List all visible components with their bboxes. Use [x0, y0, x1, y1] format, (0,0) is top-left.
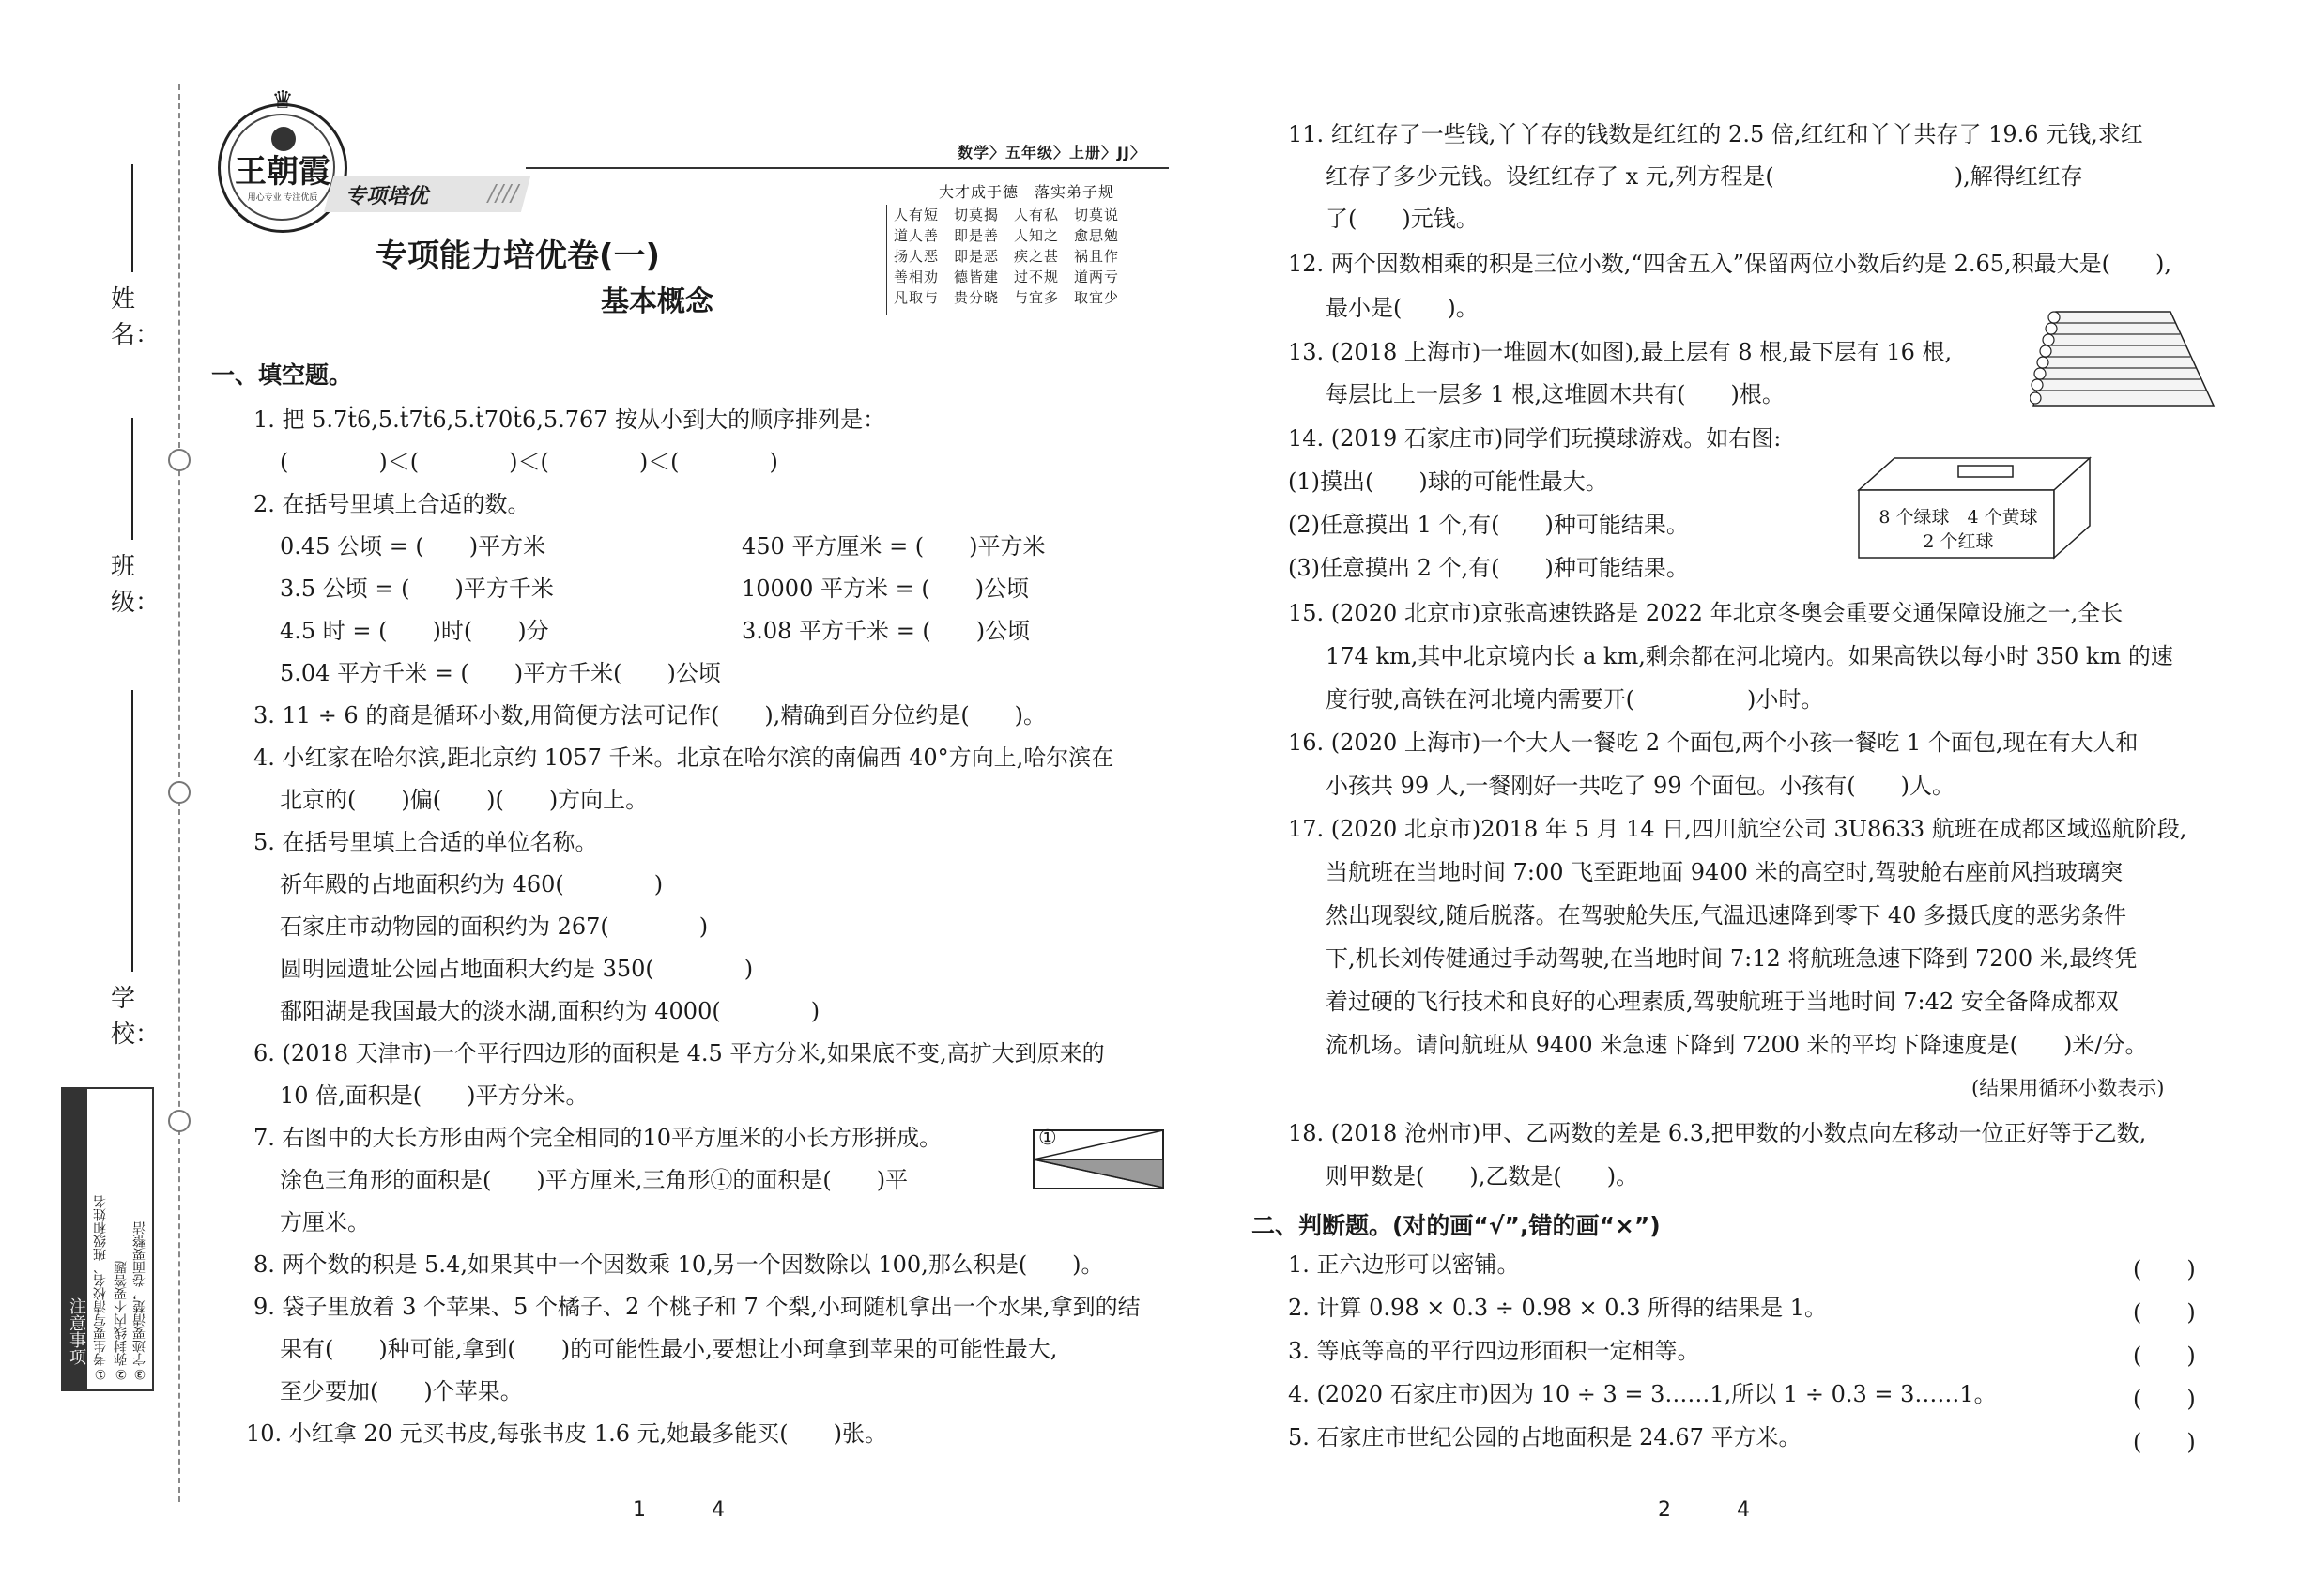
q2-text: 2. 在括号里填上合适的数。: [253, 491, 530, 517]
q7-line2: 涂色三角形的面积是( )平方厘米,三角形①的面积是( )平: [280, 1167, 909, 1193]
left-page-total: 4: [712, 1498, 725, 1522]
q6-line1: 6. (2018 天津市)一个平行四边形的面积是 4.5 平方分米,如果底不变,高扩大到原来的: [253, 1040, 1105, 1067]
section2-title: 二、判断题。(对的画“√”,错的画“×”): [1251, 1212, 1661, 1239]
q1-blanks: ( )＜( )＜( )＜( ): [280, 449, 778, 475]
q6-line2: 10 倍,面积是( )平方分米。: [280, 1082, 589, 1109]
q2-item: 0.45 公顷 = ( )平方米: [280, 533, 546, 560]
notice-2: ②弥封线内不要答题: [114, 1261, 129, 1381]
binding-hole-bottom: [168, 1110, 191, 1132]
judge-item: 1. 正六边形可以密铺。: [1288, 1251, 1520, 1278]
crown-icon: ♛: [271, 86, 294, 115]
q15-line1: 15. (2020 北京市)京张高速铁路是 2022 年北京冬奥会重要交通保障设施之一,全长: [1288, 600, 2124, 626]
brand-logo: [218, 86, 347, 233]
q14-line2: (1)摸出( )球的可能性最大。: [1288, 468, 1608, 495]
q4-line1: 4. 小红家在哈尔滨,距北京约 1057 千米。北京在哈尔滨的南偏西 40°方向上,哈尔滨在: [253, 744, 1114, 771]
q11-line1: 11. 红红存了一些钱,丫丫存的钱数是红红的 2.5 倍,红红和丫丫共存了 19.6 元钱,求红: [1288, 121, 2143, 147]
ball-box-line1: 8 个绿球 4 个黄球: [1878, 507, 2038, 528]
judge-item: 5. 石家庄市世纪公园的占地面积是 24.67 平方米。: [1288, 1424, 1802, 1450]
subject-line: 数学〉五年级〉上册〉JJ〉: [958, 144, 1146, 161]
notice-1: ①考生要写清校名、班级和姓名: [93, 1195, 108, 1381]
q17-line2: 当航班在当地时间 7:00 飞至距地面 9400 米的高空时,驾驶舱右座前风挡玻璃突: [1326, 859, 2124, 885]
proverb-line: 人有短 切莫揭 人有私 切莫说: [894, 207, 1120, 223]
class-field-line: [131, 418, 133, 540]
proverb-title: 大才成于德 落实弟子规: [939, 183, 1115, 201]
q17-line6: 流机场。请问航班从 9400 米急速下降到 7200 米的平均下降速度是( )米/分。: [1326, 1032, 2148, 1058]
q4-line2: 北京的( )偏( )( )方向上。: [280, 787, 649, 813]
judge-answer-bracket[interactable]: ( ): [2133, 1429, 2196, 1455]
q7-triangle-label: ①: [1038, 1127, 1057, 1150]
judge-answer-bracket[interactable]: ( ): [2133, 1256, 2196, 1282]
judge-item: 3. 等底等高的平行四边形面积一定相等。: [1288, 1338, 1700, 1364]
q5-item: 石家庄市动物园的面积约为 267( ): [280, 913, 709, 940]
paper-subtitle: 基本概念: [601, 285, 713, 318]
q17-line5: 着过硬的飞行技术和良好的心理素质,驾驶航班于当地时间 7:42 安全备降成都双: [1326, 989, 2119, 1015]
q17-line4: 下,机长刘传健通过手动驾驶,在当地时间 7:12 将航班急速下降到 7200 米,最终凭: [1326, 945, 2138, 972]
q9-line3: 至少要加( )个苹果。: [280, 1378, 523, 1404]
q13-line1: 13. (2018 上海市)一堆圆木(如图),最上层有 8 根,最下层有 16 根,: [1288, 339, 1953, 365]
q2-item: 450 平方厘米 = ( )平方米: [742, 533, 1046, 560]
q2-item: 3.08 平方千米 = ( )公顷: [742, 618, 1031, 644]
left-page-number: 1: [633, 1498, 646, 1522]
q16-line1: 16. (2020 上海市)一个大人一餐吃 2 个面包,两个小孩一餐吃 1 个面包,现在有大人和: [1288, 729, 2139, 756]
q2-item: 5.04 平方千米 = ( )平方千米( )公顷: [280, 660, 721, 686]
q3-text: 3. 11 ÷ 6 的商是循环小数,用简便方法可记作( ),精确到百分位约是( )。: [253, 702, 1047, 729]
judge-answer-bracket[interactable]: ( ): [2133, 1299, 2196, 1326]
ball-box-line2: 2 个红球: [1923, 531, 1994, 552]
binding-hole-top: [168, 449, 191, 471]
q17-line3: 然出现裂纹,随后脱落。在驾驶舱失压,气温迅速降到零下 40 多摄氏度的恶劣条件: [1326, 902, 2127, 928]
brand-name: 王朝霞: [235, 153, 330, 191]
notice-3: ③字迹要清楚，卷面要整洁: [132, 1221, 147, 1381]
right-page-total: 4: [1737, 1498, 1750, 1522]
q17-note: (结果用循环小数表示): [1971, 1077, 2165, 1099]
q8-text: 8. 两个数的积是 5.4,如果其中一个因数乘 10,另一个因数除以 100,那么积是( )。: [253, 1251, 1104, 1278]
paper-title: 专项能力培优卷(一): [376, 238, 661, 275]
log-pile-figure: [2030, 308, 2217, 409]
tag-label: 专项培优: [345, 185, 429, 208]
q9-line1: 9. 袋子里放着 3 个苹果、5 个橘子、2 个桃子和 7 个梨,小珂随机拿出一个水果,拿到的结: [253, 1294, 1141, 1320]
q14-line4: (3)任意摸出 2 个,有( )种可能结果。: [1288, 555, 1689, 581]
q10-text: 10. 小红拿 20 元买书皮,每张书皮 1.6 元,她最多能买( )张。: [246, 1420, 888, 1447]
right-page-number: 2: [1658, 1498, 1671, 1522]
judge-answer-bracket[interactable]: ( ): [2133, 1386, 2196, 1412]
judge-item: 4. (2020 石家庄市)因为 10 ÷ 3 = 3……1,所以 1 ÷ 0.3 = 3……1。: [1288, 1381, 1997, 1407]
judge-item: 2. 计算 0.98 × 0.3 ÷ 0.98 × 0.3 所得的结果是 1。: [1288, 1295, 1827, 1321]
proverb-rule: [886, 205, 887, 315]
q2-item: 3.5 公顷 = ( )平方千米: [280, 575, 554, 602]
q11-line3: 了( )元钱。: [1326, 206, 1479, 232]
q14-line3: (2)任意摸出 1 个,有( )种可能结果。: [1288, 512, 1689, 538]
notice-box: [61, 1087, 154, 1391]
q14-line1: 14. (2019 石家庄市)同学们玩摸球游戏。如右图:: [1288, 425, 1782, 452]
q9-line2: 果有( )种可能,拿到( )的可能性最小,要想让小珂拿到苹果的可能性最大,: [280, 1336, 1058, 1362]
judge-answer-bracket[interactable]: ( ): [2133, 1343, 2196, 1369]
q13-line2: 每层比上一层多 1 根,这堆圆木共有( )根。: [1326, 381, 1785, 407]
proverb-block: [894, 205, 1119, 308]
proverb-line: 凡取与 贵分晓 与宜多 取宜少: [894, 289, 1120, 306]
q16-line2: 小孩共 99 人,一餐刚好一共吃了 99 个面包。小孩有( )人。: [1326, 773, 1955, 799]
q1-text: 1. 把 5.7ṫ6,5.ṫ7ṫ6,5.ṫ70ṫ6,5.767 按从小到大的顺序排列是：: [253, 407, 886, 433]
proverb-line: 道人善 即是善 人知之 愈思勉: [894, 227, 1120, 244]
name-field-line: [131, 164, 133, 272]
q18-line1: 18. (2018 沧州市)甲、乙两数的差是 6.3,把甲数的小数点向左移动一位正好等于乙数,: [1288, 1120, 2147, 1146]
tag-stripes: ////: [488, 180, 519, 207]
q12-line2: 最小是( )。: [1326, 295, 1479, 321]
brand-motto: 用心专业 专注优质: [247, 193, 318, 203]
q2-item: 4.5 时 = ( )时( )分: [280, 618, 549, 644]
proverb-line: 扬人恶 即是恶 疾之甚 祸且作: [894, 248, 1120, 265]
q5-text: 5. 在括号里填上合适的单位名称。: [253, 829, 598, 855]
q7-line1: 7. 右图中的大长方形由两个完全相同的10平方厘米的小长方形拼成。: [253, 1125, 943, 1151]
school-label: 学 校：: [111, 985, 161, 1049]
binding-hole-mid: [168, 781, 191, 804]
notice-title: 注意事项: [63, 1089, 87, 1389]
q5-item: 圆明园遗址公园占地面积大约是 350( ): [280, 956, 754, 982]
name-label: 姓 名：: [111, 285, 161, 349]
q2-item: 10000 平方米 = ( )公顷: [742, 575, 1030, 602]
q15-line3: 度行驶,高铁在河北境内需要开( )小时。: [1326, 686, 1824, 713]
q5-item: 祈年殿的占地面积约为 460( ): [280, 871, 664, 898]
proverb-line: 善相劝 德皆建 过不规 道两亏: [894, 269, 1120, 285]
q7-line3: 方厘米。: [280, 1209, 370, 1235]
q11-line2: 红存了多少元钱。设红红存了 x 元,列方程是( ),解得红红存: [1326, 163, 2083, 190]
school-field-line: [131, 690, 133, 972]
q17-line1: 17. (2020 北京市)2018 年 5 月 14 日,四川航空公司 3U8633 航班在成都区域巡航阶段,: [1288, 816, 2187, 842]
brand-figure-icon: [271, 127, 296, 151]
section1-title: 一、填空题。: [211, 361, 353, 389]
class-label: 班 级：: [111, 553, 161, 617]
q5-item: 鄱阳湖是我国最大的淡水湖,面积约为 4000( ): [280, 998, 820, 1024]
header-rule: [526, 167, 1169, 169]
q12-line1: 12. 两个因数相乘的积是三位小数,“四舍五入”保留两位小数后约是 2.65,积最大是( ),: [1288, 251, 2172, 277]
box-slot: [1958, 466, 2013, 477]
q18-line2: 则甲数是( ),乙数是( )。: [1326, 1163, 1639, 1189]
q15-line2: 174 km,其中北京境内长 a km,剩余都在河北境内。如果高铁以每小时 350 km 的速: [1326, 643, 2173, 669]
